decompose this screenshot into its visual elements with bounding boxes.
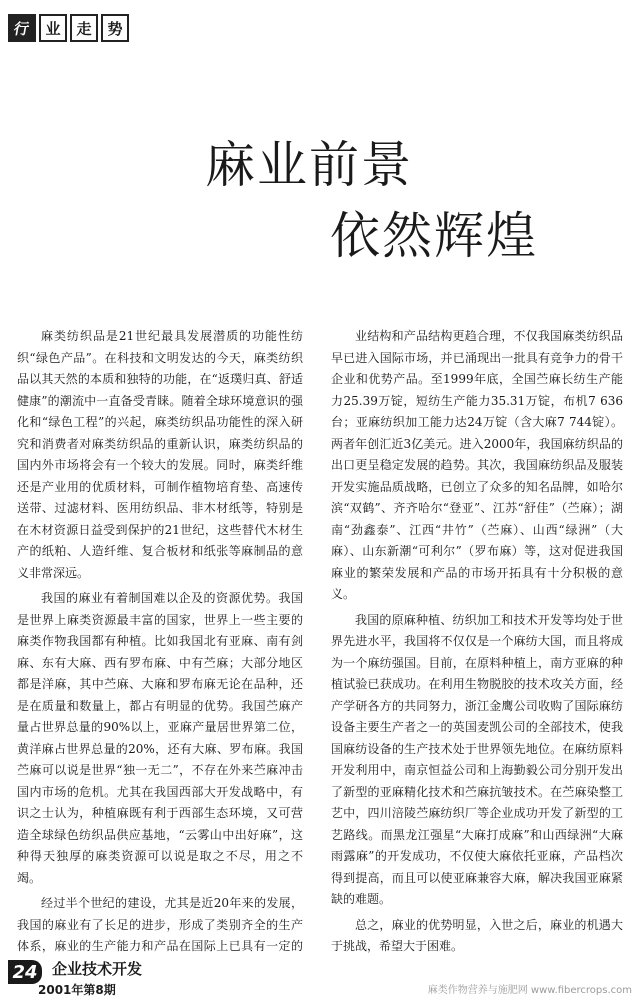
section-tag-char: 行: [8, 14, 36, 42]
watermark: 麻类作物营养与施肥网 www.fibercrops.com: [427, 985, 632, 996]
article-title-line-2: 依然辉煌: [330, 207, 538, 265]
section-tag-char: 势: [101, 14, 129, 42]
article-title-line-1: 麻业前景: [205, 136, 413, 194]
paragraph: 我国的原麻种植、纺织加工和技术开发等均处于世界先进水平，我国将不仅仅是一个麻纺大国，而且将成为一个麻纺强国。目前，在原料种植上，南方亚麻的种植试验已获成功。在利用生物脱胶的技术攻关方面，经产学研各方的共同努力，浙江金鹰公司收购了国际麻纺设备主要生产者之一的英国麦凯公司的全部技术，使我国麻纺设备的生产技术处于世界领先地位。在麻纺原料开发利用中，南京恒益公司和上海勤毅公司分别开发出了新型的亚麻精化技术和苎麻抗皱技术。在苎麻染整工艺中，四川涪陵苎麻纺织厂等企业成功开发了新型的工艺路线。而黑龙江强星“大麻打成麻”和山西绿洲“大麻雨露麻”的开发成功，不仅使大麻依托亚麻，产品档次得到提高，而且可以使亚麻兼容大麻，解决我国亚麻紧缺的难题。: [331, 612, 623, 906]
paragraph: 业结构和产品结构更趋合理，不仅我国麻类纺织品早已进入国际市场，并已涌现出一批具有竞争力的骨干企业和优势产品。至1999年底，全国苎麻长纺生产能力25.39万锭，短纺生产能力35.31万锭，布机7 636台；亚麻纺织加工能力达24万锭（含大麻7 744锭）。两者年创汇近3亿美元。进入2000年，我国麻纺织品的出口更呈稳定发展的趋势。其次，我国麻纺织品及服装开发实施品质战略，已创立了众多的知名品牌，如哈尔滨“双鹤”、齐齐哈尔“登亚”、江苏“舒佳”（苎麻）；湖南“劲鑫泰”、江西“井竹”（苎麻）、山西“绿洲”（大麻）、山东新潮“可利尔”（罗布麻）等，这对促进我国麻业的繁荣发展和产品的市场开拓具有十分积极的意义。: [331, 329, 623, 601]
page-footer: [8, 958, 208, 998]
paragraph: 经过半个世纪的建设，尤其是近20年来的发展，我国的麻业有了长足的进步，形成了类别齐全的生产体系，麻业的生产能力和产品在国际上已具有一定的: [17, 896, 303, 953]
section-tag: [8, 14, 136, 42]
paragraph: 我国的麻业有着制国难以企及的资源优势。我国是世界上麻类资源最丰富的国家，世界上一些主要的麻类作物我国都有种植。比如我国北有亚麻、南有剑麻、东有大麻、西有罗布麻、中有苎麻；大部分地区都是洋麻，其中苎麻、大麻和罗布麻无论在品种，还是在质量和数量上，都占有明显的优势。我国苎麻产量占世界总量的90%以上，亚麻产量居世界第二位，黄洋麻占世界总量的20%，还有大麻、罗布麻。我国苎麻可以说是世界“独一无二”，不存在外来苎麻冲击国内市场的危机。尤其在我国西部大开发战略中，有识之士认为，种植麻既有利于西部生态环境，又可营造全球绿色纺织品供应基地，“云雾山中出好麻”，这种得天独厚的麻类资源可以说是取之不尽，用之不竭。: [17, 591, 303, 885]
paragraph: 麻类纺织品是21世纪最具发展潜质的功能性纺织“绿色产品”。在科技和文明发达的今天，麻类纺织品以其天然的本质和独特的功能，在“返璞归真、舒适健康”的潮流中一直备受青睐。随着全球环境意识的强化和“绿色工程”的兴起，麻类纺织品功能性的深入研究和消费者对麻类纺织品的重新认识，麻类纺织品的国内外市场将会有一个较大的发展。同时，麻类纤维还是产业用的优质材料，可制作植物培育垫、高速传送带、过滤材料、医用纺织品、非木材纸等，特别是在木材资源日益受到保护的21世纪，这些替代木材生产的纸粕、人造纤维、复合板材和纸张等麻制品的意义非常深远。: [17, 329, 303, 580]
paragraph: 总之，麻业的优势明显，入世之后，麻业的机遇大于挑战，希望大于困难。: [331, 917, 623, 953]
article-column-left: [17, 326, 303, 960]
section-tag-char: 业: [39, 14, 67, 42]
journal-name: 企业技术开发: [52, 960, 143, 978]
article-column-right: [331, 326, 623, 960]
page-number: 24: [8, 960, 42, 984]
section-tag-char: 走: [70, 14, 98, 42]
issue-label: 2001年第8期: [38, 983, 116, 997]
